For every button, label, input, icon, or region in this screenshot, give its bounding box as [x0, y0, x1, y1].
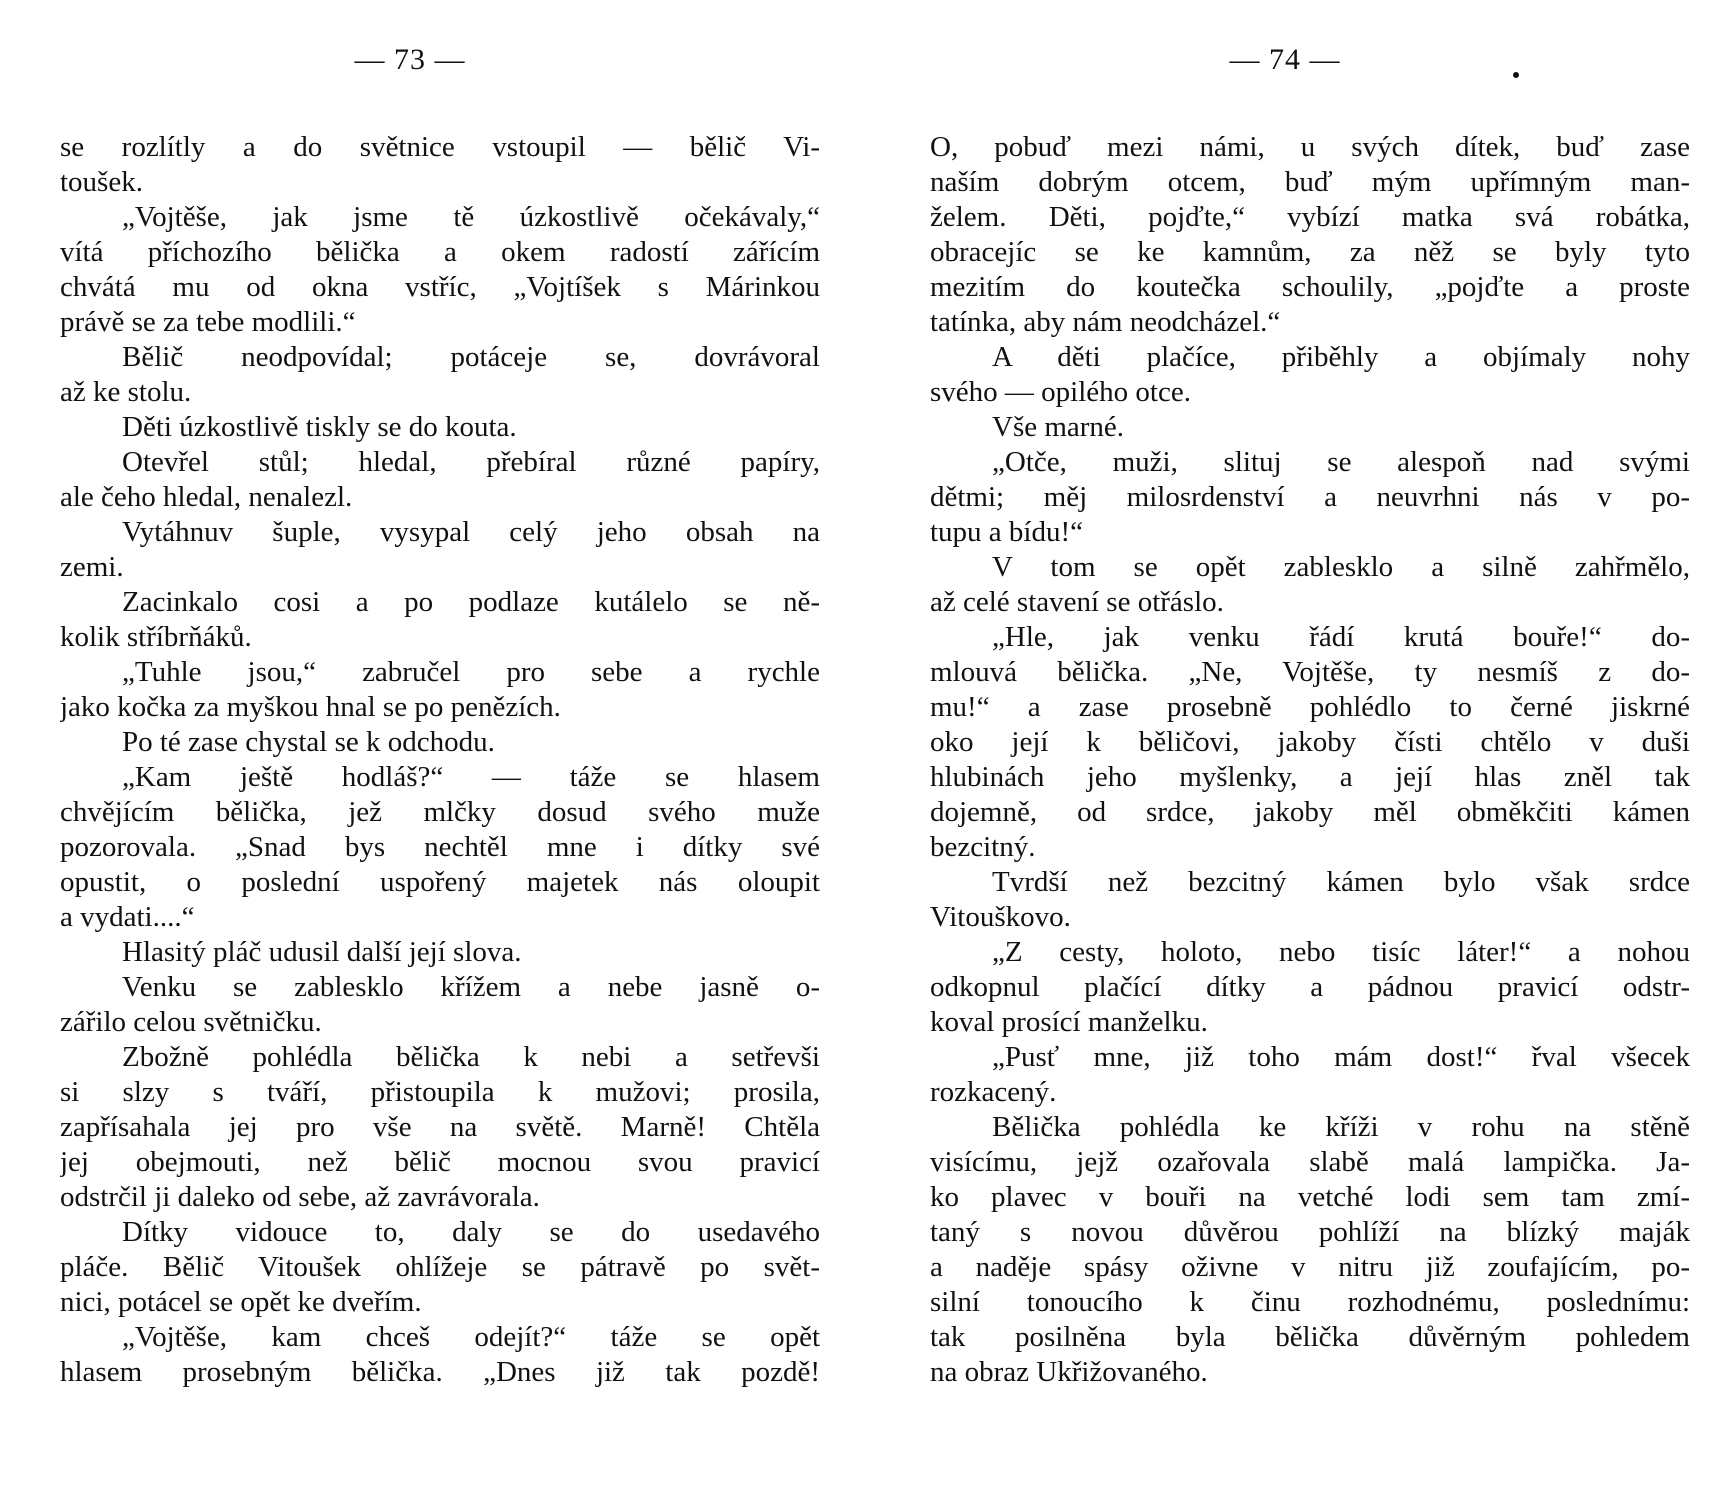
text-line: O, pobuď mezi námi, u svých dítek, buď zase	[930, 131, 1690, 163]
text-line: oko její k běličovi, jakoby čísti chtělo v duši	[930, 726, 1690, 758]
text-line: „Z cesty, holoto, nebo tisíc láter!“ a nohou	[992, 936, 1690, 968]
text-line: hlubinách jeho myšlenky, a její hlas zněl tak	[930, 761, 1690, 793]
text-line: tak posilněna byla bělička důvěrným pohledem	[930, 1321, 1690, 1353]
text-line: Zbožně pohlédla bělička k nebi a setřevši	[122, 1041, 820, 1073]
text-line: Děti úzkostlivě tiskly se do kouta.	[122, 411, 517, 443]
text-line: svého — opilého otce.	[930, 376, 1191, 408]
text-line: „Vojtěše, jak jsme tě úzkostlivě očekávaly,“	[122, 201, 820, 233]
text-line: A děti plačíce, přiběhly a objímaly nohy	[992, 341, 1690, 373]
text-line: odstrčil ji daleko od sebe, až zavrávorala.	[60, 1181, 540, 1213]
text-line: zářilo celou světničku.	[60, 1006, 322, 1038]
text-line: Otevřel stůl; hledal, přebíral různé papíry,	[122, 446, 820, 478]
text-line: právě se za tebe modlili.“	[60, 306, 356, 338]
page-number: — 74 —	[1229, 43, 1341, 76]
text-line: „Otče, muži, slituj se alespoň nad svými	[992, 446, 1690, 478]
page-body	[60, 130, 820, 1390]
text-line: nici, potácel se opět ke dveřím.	[60, 1286, 422, 1318]
text-line: chvátá mu od okna vstříc, „Vojtíšek s Márinkou	[60, 271, 820, 303]
text-line: naším dobrým otcem, buď mým upřímným man-	[930, 166, 1690, 198]
text-line: zapřísahala jej pro vše na světě. Marně! Chtěla	[60, 1111, 820, 1143]
text-line: si slzy s tváří, přistoupila k mužovi; prosila,	[60, 1076, 820, 1108]
text-line: Vytáhnuv šuple, vysypal celý jeho obsah na	[122, 516, 820, 548]
text-line: silní tonoucího k činu rozhodnému, poslednímu:	[930, 1286, 1690, 1318]
text-line: zemi.	[60, 551, 124, 583]
text-line: Tvrdší než bezcitný kámen bylo však srdce	[992, 866, 1690, 898]
text-line: Vše marné.	[992, 411, 1125, 443]
text-line: Vitouškovo.	[930, 901, 1071, 933]
text-line: tupu a bídu!“	[930, 516, 1084, 548]
text-line: na obraz Ukřižovaného.	[930, 1356, 1208, 1388]
right-page	[930, 40, 1690, 1390]
text-line: hlasem prosebným bělička. „Dnes již tak pozdě!	[60, 1356, 820, 1388]
text-line: pláče. Bělič Vitoušek ohlížeje se pátravě po svět-	[60, 1251, 820, 1283]
text-line: Venku se zablesklo křížem a nebe jasně o-	[122, 971, 820, 1003]
text-line: se rozlítly a do světnice vstoupil — bělič Vi-	[60, 131, 820, 163]
text-line: tatínka, aby nám neodcházel.“	[930, 306, 1281, 338]
text-line: a naděje spásy oživne v nitru již zoufajícím, po-	[930, 1251, 1690, 1283]
text-line: rozkacený.	[930, 1076, 1057, 1108]
text-line: Bělička pohlédla ke kříži v rohu na stěně	[992, 1111, 1690, 1143]
text-line: bezcitný.	[930, 831, 1036, 863]
text-line: chvějícím bělička, jež mlčky dosud svého muže	[60, 796, 820, 828]
text-line: mu!“ a zase prosebně pohlédlo to černé jiskrné	[930, 691, 1690, 723]
print-speck	[1513, 72, 1519, 78]
text-line: a vydati....“	[60, 901, 195, 933]
text-line: mezitím do koutečka schoulily, „pojďte a proste	[930, 271, 1690, 303]
text-line: opustit, o poslední uspořený majetek nás oloupit	[60, 866, 820, 898]
text-line: dojemně, od srdce, jakoby měl obměkčiti kámen	[930, 796, 1690, 828]
text-line: ale čeho hledal, nenalezl.	[60, 481, 353, 513]
text-line: Po té zase chystal se k odchodu.	[122, 726, 495, 758]
text-line: želem. Děti, pojďte,“ vybízí matka svá robátka,	[930, 201, 1690, 233]
text-line: „Tuhle jsou,“ zabručel pro sebe a rychle	[122, 656, 820, 688]
text-line: „Vojtěše, kam chceš odejít?“ táže se opět	[122, 1321, 820, 1353]
text-line: ko plavec v bouři na vetché lodi sem tam zmí-	[930, 1181, 1690, 1213]
text-line: taný s novou důvěrou pohlíží na blízký maják	[930, 1216, 1690, 1248]
text-line: Dítky vidouce to, daly se do usedavého	[122, 1216, 820, 1248]
text-line: obracejíc se ke kamnům, za něž se byly tyto	[930, 236, 1690, 268]
text-line: až celé stavení se otřáslo.	[930, 586, 1224, 618]
text-line: Bělič neodpovídal; potáceje se, dovrávoral	[122, 341, 820, 373]
page-number: — 73 —	[354, 43, 466, 76]
text-line: Zacinkalo cosi a po podlaze kutálelo se ně-	[122, 586, 820, 618]
text-line: jej obejmouti, než bělič mocnou svou pravicí	[60, 1146, 820, 1178]
page-body	[930, 130, 1690, 1390]
text-line: pozorovala. „Snad bys nechtěl mne i dítky své	[60, 831, 820, 863]
text-line: „Kam ještě hodláš?“ — táže se hlasem	[122, 761, 820, 793]
text-line: až ke stolu.	[60, 376, 192, 408]
text-line: V tom se opět zablesklo a silně zahřmělo,	[992, 551, 1690, 583]
text-line: Hlasitý pláč udusil další její slova.	[122, 936, 522, 968]
text-line: koval prosící manželku.	[930, 1006, 1208, 1038]
text-line: odkopnul plačící dítky a pádnou pravicí odstr-	[930, 971, 1690, 1003]
text-line: „Pusť mne, již toho mám dost!“ řval všecek	[992, 1041, 1690, 1073]
left-page	[60, 40, 820, 1390]
text-line: „Hle, jak venku řádí krutá bouře!“ do-	[992, 621, 1690, 653]
text-line: kolik stříbrňáků.	[60, 621, 252, 653]
text-line: visícímu, jejž ozařovala slabě malá lampička. Ja-	[930, 1146, 1690, 1178]
text-line: jako kočka za myškou hnal se po penězích.	[60, 691, 561, 723]
text-line: mlouvá bělička. „Ne, Vojtěše, ty nesmíš z do-	[930, 656, 1690, 688]
text-line: toušek.	[60, 166, 143, 198]
text-line: vítá příchozího bělička a okem radostí zářícím	[60, 236, 820, 268]
text-line: dětmi; měj milosrdenství a neuvrhni nás v po-	[930, 481, 1690, 513]
